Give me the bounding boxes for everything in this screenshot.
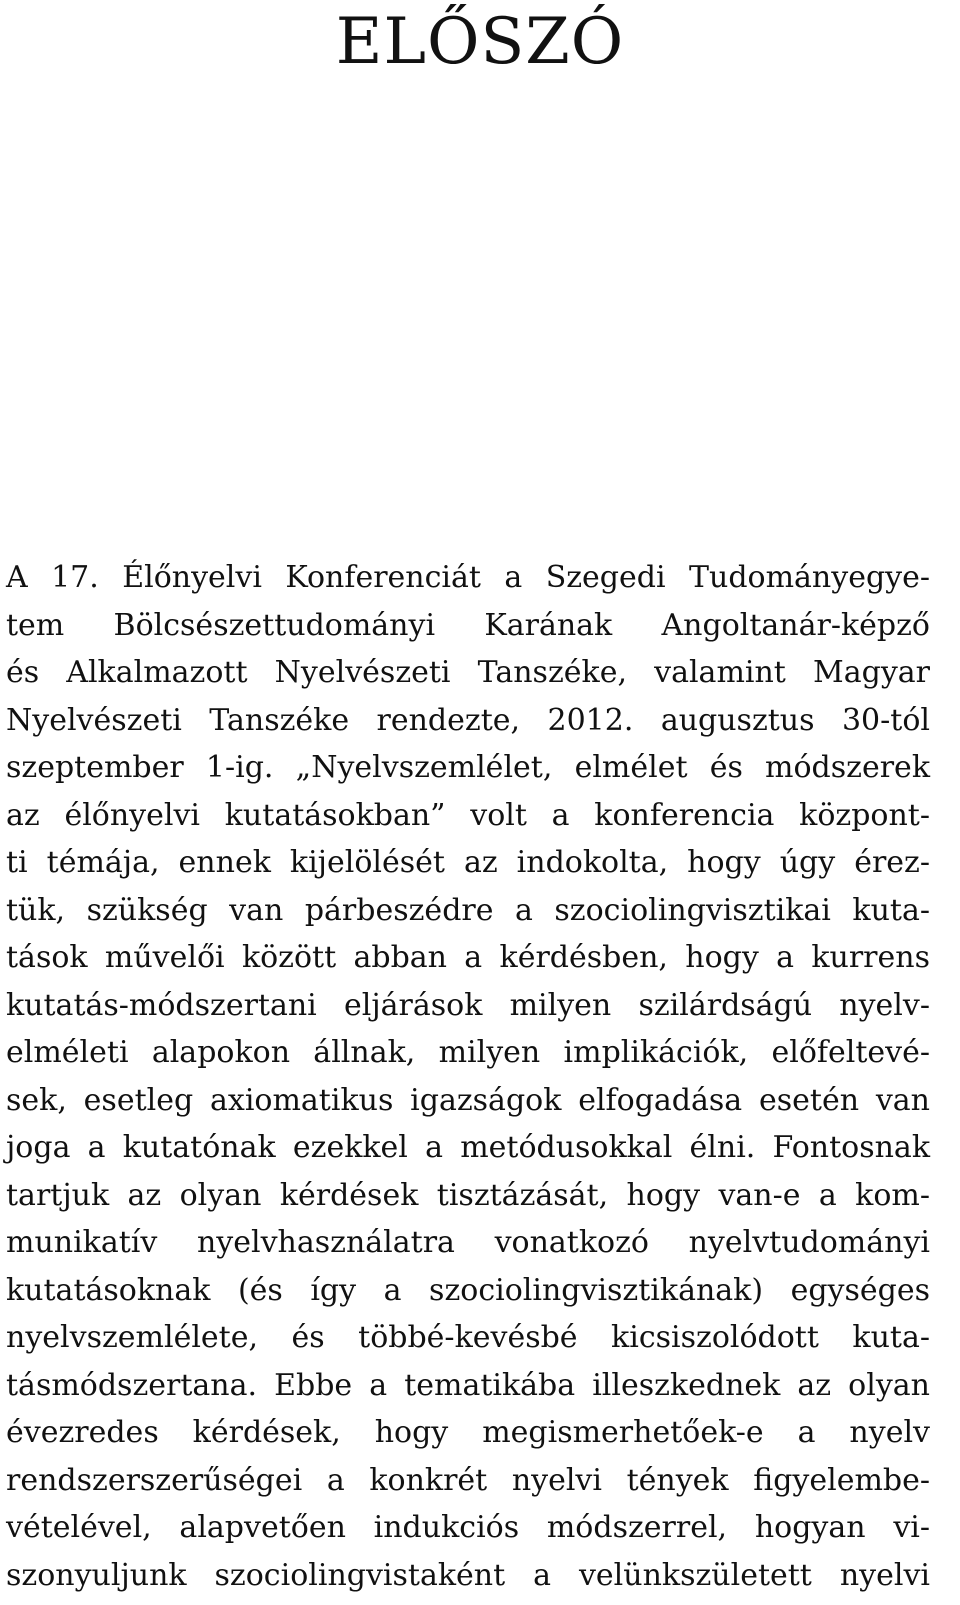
text-line: tük, szükség van párbeszédre a szociolingvisztikai kuta- — [6, 892, 930, 928]
text-line: tartjuk az olyan kérdések tisztázását, hogy van-e a kom- — [6, 1177, 930, 1213]
text-line: tem Bölcsészettudományi Karának Angoltanár-képző — [6, 607, 930, 643]
text-line: az élőnyelvi kutatásokban” volt a konferencia központ- — [6, 797, 930, 833]
text-line: és Alkalmazott Nyelvészeti Tanszéke, valamint Magyar — [6, 655, 930, 690]
preface-paragraph — [6, 554, 930, 1599]
text-line: tások művelői között abban a kérdésben, hogy a kurrens — [6, 940, 930, 975]
text-line: joga a kutatónak ezekkel a metódusokkal élni. Fontosnak — [6, 1130, 930, 1165]
text-line: évezredes kérdések, hogy megismerhetőek-e a nyelv — [6, 1415, 930, 1450]
text-line: sek, esetleg axiomatikus igazságok elfogadása esetén van — [6, 1082, 930, 1118]
text-line: vételével, alapvetően indukciós módszerrel, hogyan vi- — [6, 1510, 930, 1545]
text-line: szeptember 1-ig. „Nyelvszemlélet, elmélet és módszerek — [6, 750, 930, 785]
text-line: rendszerszerűségei a konkrét nyelvi tények figyelembe- — [6, 1462, 930, 1498]
page-title: ELŐSZÓ — [335, 5, 625, 79]
text-line: tásmódszertana. Ebbe a tematikába illeszkednek az olyan — [6, 1367, 930, 1403]
text-line: ti témája, ennek kijelölését az indokolta, hogy úgy érez- — [6, 845, 930, 880]
text-line: munikatív nyelvhasználatra vonatkozó nyelvtudományi — [6, 1225, 930, 1260]
text-line: kutatásoknak (és így a szociolingvisztikának) egységes — [6, 1272, 930, 1308]
text-line: elméleti alapokon állnak, milyen implikációk, előfeltevé- — [6, 1035, 930, 1070]
text-line: A 17. Élőnyelvi Konferenciát a Szegedi Tudományegye- — [6, 560, 930, 595]
text-line: kutatás-módszertani eljárások milyen szilárdságú nyelv- — [6, 987, 930, 1023]
text-line: szonyuljunk szociolingvistaként a velünkszületett nyelvi — [6, 1557, 930, 1593]
text-line: Nyelvészeti Tanszéke rendezte, 2012. augusztus 30-tól — [6, 702, 930, 738]
text-line: nyelvszemlélete, és többé-kevésbé kicsiszolódott kuta- — [6, 1320, 930, 1355]
